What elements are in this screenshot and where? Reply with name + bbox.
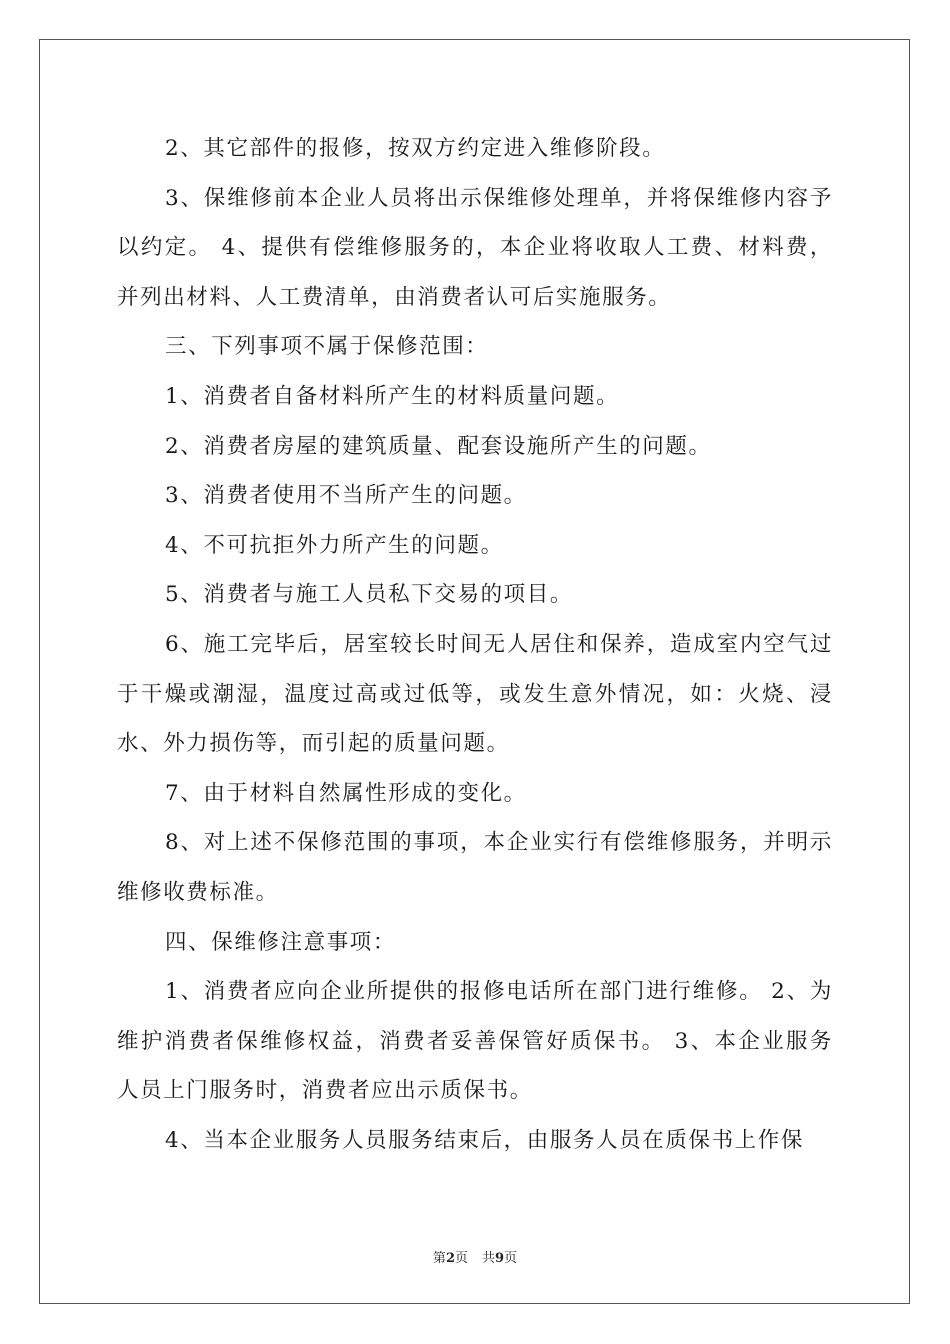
- paragraph: 2、消费者房屋的建筑质量、配套设施所产生的问题。: [165, 433, 712, 459]
- total-suffix: 页: [504, 1251, 518, 1266]
- page-suffix: 页: [454, 1251, 468, 1266]
- paragraph: 8、对上述不保修范围的事项，本企业实行有偿维修服务，并明示维修收费标准。: [117, 830, 833, 905]
- paragraph: 2、其它部件的报修，按双方约定进入维修阶段。: [165, 136, 666, 161]
- paragraph: 4、不可抗拒外力所产生的问题。: [165, 532, 504, 558]
- paragraph: 1、消费者应向企业所提供的报修电话所在部门进行维修。 2、为维护消费者保维修权益，消费者妥善保管好质保书。 3、本企业服务人员上门服务时，消费者应出示质保书。: [117, 979, 833, 1104]
- paragraph: 7、由于材料自然属性形成的变化。: [165, 780, 527, 806]
- page-total: 9: [495, 1251, 505, 1266]
- page-footer: [0, 1247, 950, 1266]
- paragraph: 5、消费者与施工人员私下交易的项目。: [165, 582, 573, 608]
- page-number: 2: [445, 1251, 455, 1266]
- paragraph: 1、消费者自备材料所产生的材料质量问题。: [165, 383, 620, 409]
- total-prefix: 共: [482, 1251, 496, 1266]
- section-heading: 三、下列事项不属于保修范围：: [165, 334, 489, 360]
- section-heading: 四、保维修注意事项：: [165, 929, 397, 955]
- paragraph: 3、保维修前本企业人员将出示保维修处理单，并将保维修内容予以约定。 4、提供有偿维修服务的，本企业将收取人工费、材料费，并列出材料、人工费清单，由消费者认可后实施服务。: [117, 185, 833, 310]
- page-prefix: 第: [432, 1251, 446, 1266]
- paragraph: 4、当本企业服务人员服务结束后，由服务人员在质保书上作保: [165, 1127, 804, 1153]
- paragraph: 3、消费者使用不当所产生的问题。: [165, 483, 527, 509]
- paragraph: 6、施工完毕后，居室较长时间无人居住和保养，造成室内空气过于干燥或潮湿，温度过高或过低等，或发生意外情况，如：火烧、浸水、外力损伤等，而引起的质量问题。: [117, 631, 833, 757]
- document-body: [117, 124, 833, 1165]
